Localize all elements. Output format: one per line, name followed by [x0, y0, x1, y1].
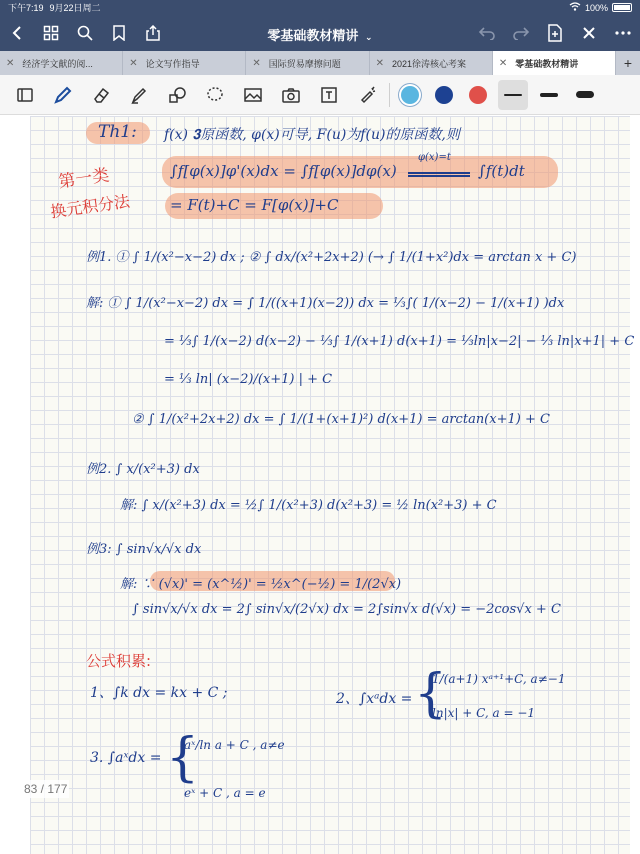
solution-1-line-1: 解: ① ∫ 1/(x²−x−2) dx = ∫ 1/((x+1)(x−2)) dx = ⅓∫( 1/(x−2) − 1/(x+1) )dx — [86, 296, 565, 311]
undo-icon[interactable] — [470, 15, 504, 51]
redo-icon[interactable] — [504, 15, 538, 51]
formula-section-heading: 公式积累: — [86, 652, 152, 670]
tab-label: 2021徐涛核心考案 — [392, 58, 467, 69]
method-label-2: 换元积分法 — [49, 191, 132, 222]
notebook-page[interactable] — [0, 116, 640, 854]
tab-close-icon[interactable]: ✕ — [252, 57, 261, 69]
wifi-icon — [569, 2, 581, 13]
tab-2[interactable] — [123, 51, 246, 75]
formula-result-integral: ∫f(t)dt — [478, 162, 525, 180]
solution-3: 解: ∫ x/(x²+3) dx = ½∫ 1/(x²+3) d(x²+3) = ½ ln(x²+3) + C — [120, 498, 497, 513]
formula-2-case-2: ln|x| + C, a = −1 — [432, 706, 536, 720]
add-tab-icon[interactable]: + — [623, 55, 633, 71]
tab-bar — [0, 51, 640, 75]
solution-4-line-2: ∫ sin√x/√x dx = 2∫ sin√x/(2√x) dx = 2∫sin√x d(√x) = −2cos√x + C — [132, 602, 561, 617]
shapes-icon[interactable] — [158, 79, 196, 111]
formula-3-case-1: aˣ/ln a + C , a≠e — [184, 738, 285, 752]
status-date: 9月22日周二 — [49, 3, 101, 13]
image-icon[interactable] — [234, 79, 272, 111]
tab-close-icon[interactable]: ✕ — [6, 57, 15, 69]
add-page-icon[interactable] — [538, 15, 572, 51]
formula-2-case-1: 1/(a+1) xᵃ⁺¹+C, a≠−1 — [432, 672, 566, 686]
page-counter[interactable]: 83 / 177 — [24, 782, 68, 796]
share-icon[interactable] — [136, 15, 170, 51]
page-view-icon[interactable] — [6, 79, 44, 111]
laser-pointer-icon[interactable] — [348, 79, 386, 111]
eraser-icon[interactable] — [82, 79, 120, 111]
formula-3-brace: { — [166, 728, 200, 788]
status-bar — [0, 0, 640, 15]
close-icon[interactable] — [572, 15, 606, 51]
page-margin-right — [630, 116, 640, 854]
solution-1-line-2: = ⅓∫ 1/(x−2) d(x−2) − ⅓∫ 1/(x+1) d(x+1) = ⅓ln|x−2| − ⅓ ln|x+1| + C — [164, 334, 635, 349]
stroke-width-thin[interactable] — [498, 80, 528, 110]
tab-close-icon[interactable]: ✕ — [129, 57, 138, 69]
tab-4[interactable] — [370, 51, 493, 75]
solution-2: ② ∫ 1/(x²+2x+2) dx = ∫ 1/(1+(x+1)²) d(x+1) = arctan(x+1) + C — [132, 412, 550, 427]
formula-result: = F(t)+C = F[φ(x)]+C — [170, 196, 339, 214]
battery-percent: 100% — [584, 2, 608, 13]
formula-equals-arrow — [408, 172, 470, 177]
drawing-toolbar — [0, 75, 640, 115]
formula-3-case-2: eˣ + C , a = e — [184, 786, 266, 800]
color-swatch-dark-blue[interactable] — [435, 86, 453, 104]
text-icon[interactable] — [310, 79, 348, 111]
toolbar-separator — [389, 83, 390, 107]
tab-label: 国际贸易摩擦问题 — [268, 58, 341, 69]
tab-5-active[interactable] — [493, 51, 616, 75]
nav-right-group — [470, 15, 640, 51]
lasso-icon[interactable] — [196, 79, 234, 111]
color-swatch-red[interactable] — [469, 86, 487, 104]
color-swatch-light-blue[interactable] — [401, 86, 419, 104]
formula-3: 3. ∫aˣdx = — [90, 750, 162, 766]
pen-icon[interactable] — [44, 79, 82, 111]
method-label-1: 第一类 — [57, 165, 111, 193]
example-2: 例2. ∫ x/(x²+3) dx — [86, 462, 200, 477]
formula-substitution-note: φ(x)=t — [418, 152, 451, 163]
formula-1: 1、∫k dx = kx + C ; — [90, 685, 228, 701]
example-1: 例1. ① ∫ 1/(x²−x−2) dx ; ② ∫ dx/(x²+2x+2) (→ ∫ 1/(1+x²)dx = arctan x + C) — [86, 250, 577, 265]
bookmark-icon[interactable] — [102, 15, 136, 51]
formula-substitution: ∫f[φ(x)]φ'(x)dx = ∫f[φ(x)]dφ(x) — [170, 162, 397, 180]
theorem-text: f(x) 𝟑原函数, φ(x)可导, F(u)为f(u)的原函数,则 — [164, 127, 460, 143]
tab-close-icon[interactable]: ✕ — [498, 57, 508, 69]
solution-1-line-3: = ⅓ ln| (x−2)/(x+1) | + C — [164, 372, 333, 387]
example-3: 例3: ∫ sin√x/√x dx — [86, 542, 202, 557]
more-icon[interactable] — [606, 15, 640, 51]
status-time: 下午7:19 — [8, 3, 44, 13]
search-icon[interactable] — [68, 15, 102, 51]
tab-label: 经济学文献的阅... — [22, 58, 93, 69]
status-right — [569, 2, 632, 13]
tab-label: 零基础教材精讲 — [515, 58, 579, 69]
theorem-label: Th1: — [98, 122, 137, 142]
back-icon[interactable] — [0, 15, 34, 51]
formula-2-brace: { — [414, 664, 448, 724]
document-title-text[interactable]: 零基础教材精讲 — [267, 28, 359, 43]
page-margin-left — [0, 116, 30, 854]
formula-2: 2、∫xᵃdx = — [336, 691, 413, 707]
nav-bar — [0, 15, 640, 51]
tab-label: 论文写作指导 — [145, 58, 200, 69]
tab-1[interactable] — [0, 51, 123, 75]
tab-close-icon[interactable]: ✕ — [375, 57, 384, 69]
battery-icon — [612, 3, 632, 12]
grid-icon[interactable] — [34, 15, 68, 51]
highlighter-icon[interactable] — [120, 79, 158, 111]
stroke-width-thick[interactable] — [570, 80, 600, 110]
solution-4-line-1: 解: ∵ (√x)' = (x^½)' = ½x^(−½) = 1/(2√x) — [120, 577, 402, 592]
stroke-width-medium[interactable] — [534, 80, 564, 110]
camera-icon[interactable] — [272, 79, 310, 111]
tab-3[interactable] — [246, 51, 369, 75]
chevron-down-icon[interactable]: ⌄ — [365, 32, 373, 42]
